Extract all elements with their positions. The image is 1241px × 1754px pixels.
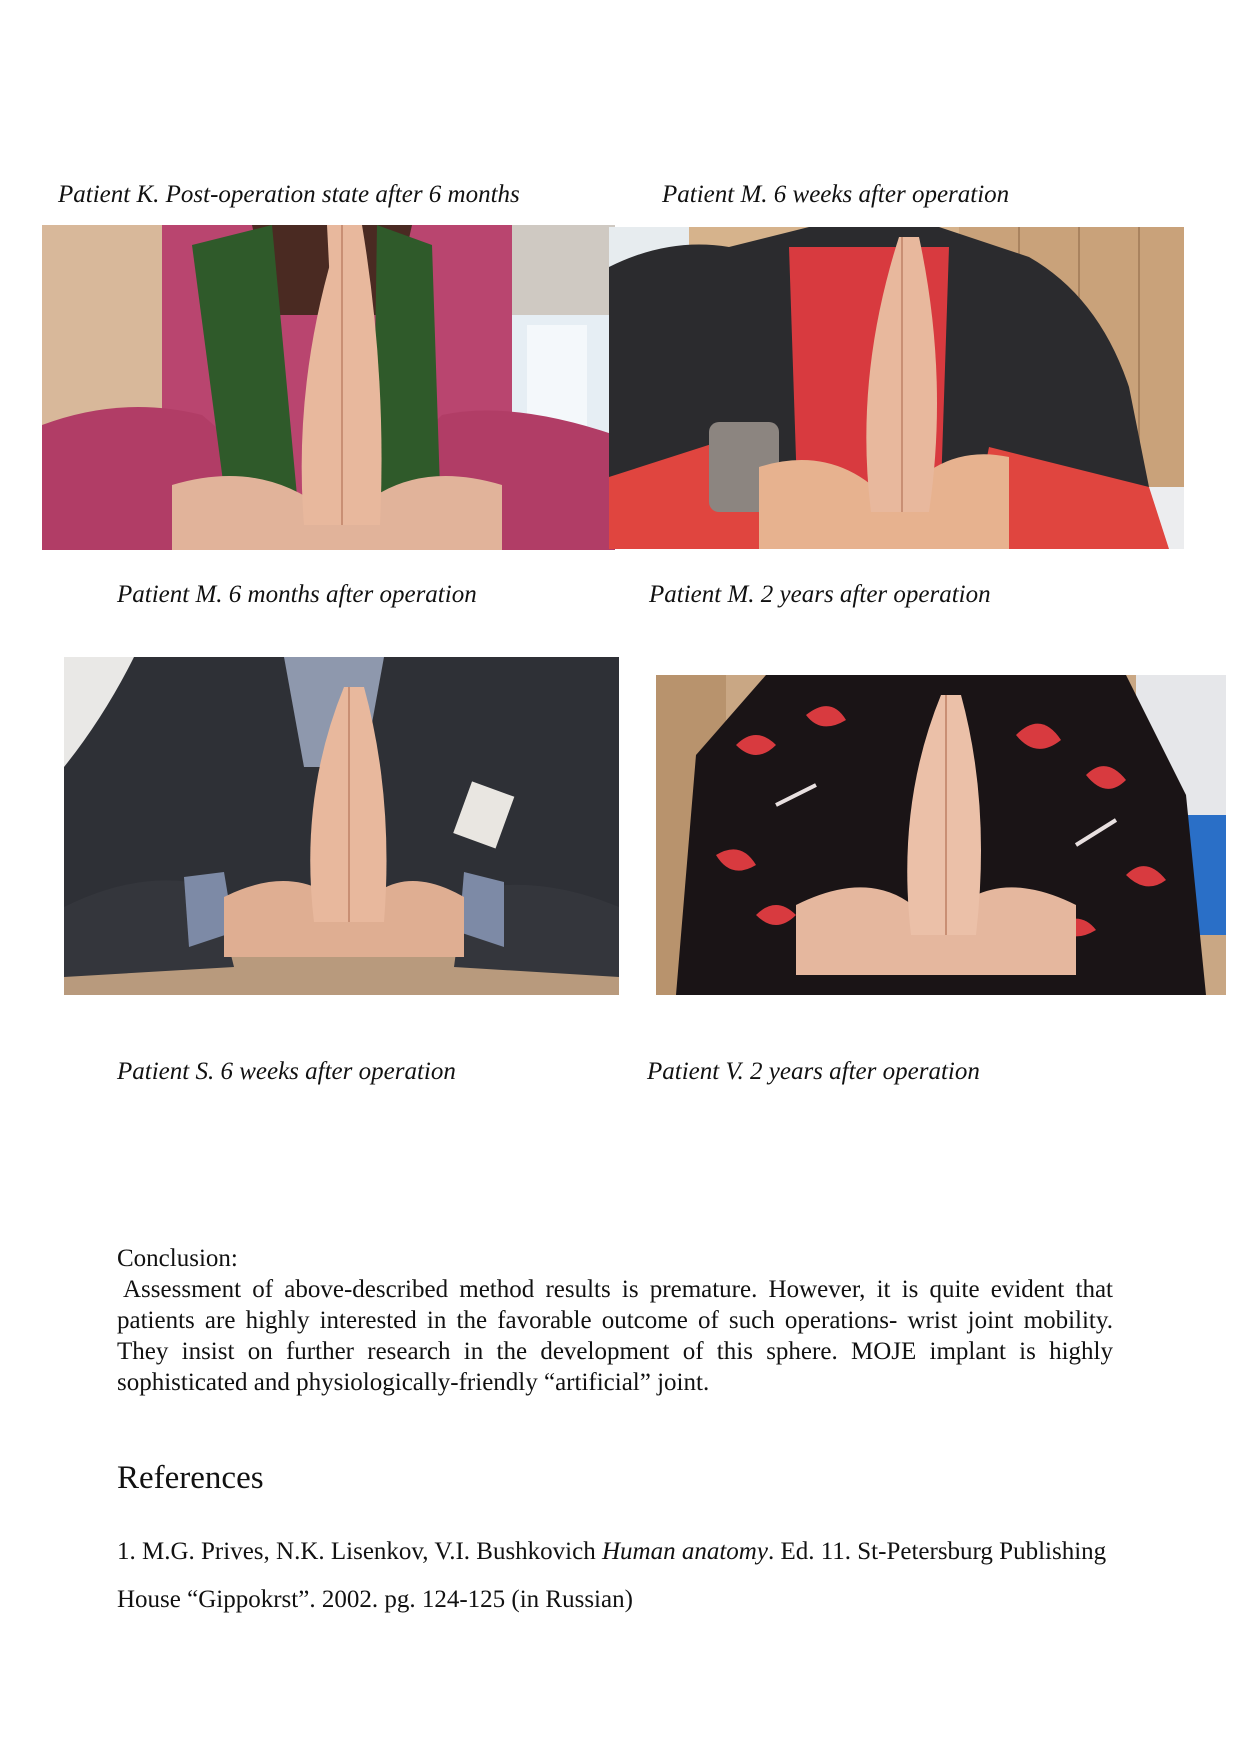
caption-patient-m-6-weeks: Patient M. 6 weeks after operation — [662, 181, 1010, 208]
photo-patient-m-6-weeks — [609, 227, 1184, 549]
reference-authors: 1. M.G. Prives, N.K. Lisenkov, V.I. Bushkovich — [117, 1538, 602, 1565]
conclusion-heading: Conclusion: — [117, 1245, 238, 1272]
photo-patient-s — [64, 657, 619, 995]
caption-patient-s: Patient S. 6 weeks after operation — [117, 1058, 456, 1085]
caption-patient-m-2-years: Patient M. 2 years after operation — [649, 581, 991, 608]
conclusion-paragraph: Assessment of above-described method results is premature. However, it is quite evident that patients are highly interested in the favorable outcome of such operations- wrist joint mobility. They insist on further research in the development of this sphere. MOJE implant is highly sophisticated and physiologically-friendly “artificial” joint. — [117, 1276, 1113, 1396]
caption-patient-m-6-months: Patient M. 6 months after operation — [117, 581, 477, 608]
reference-item — [117, 1528, 1117, 1624]
reference-details: . Ed. 11. St-Petersburg Publishing House “Gippokrst”. 2002. pg. 124-125 (in Russian) — [117, 1538, 1107, 1613]
photo-patient-v — [656, 675, 1226, 995]
caption-patient-k: Patient K. Post-operation state after 6 months — [58, 181, 520, 208]
caption-patient-v: Patient V. 2 years after operation — [647, 1058, 980, 1085]
photo-patient-k — [42, 225, 615, 550]
references-heading: References — [117, 1460, 264, 1496]
reference-title: Human anatomy — [601, 1538, 768, 1565]
